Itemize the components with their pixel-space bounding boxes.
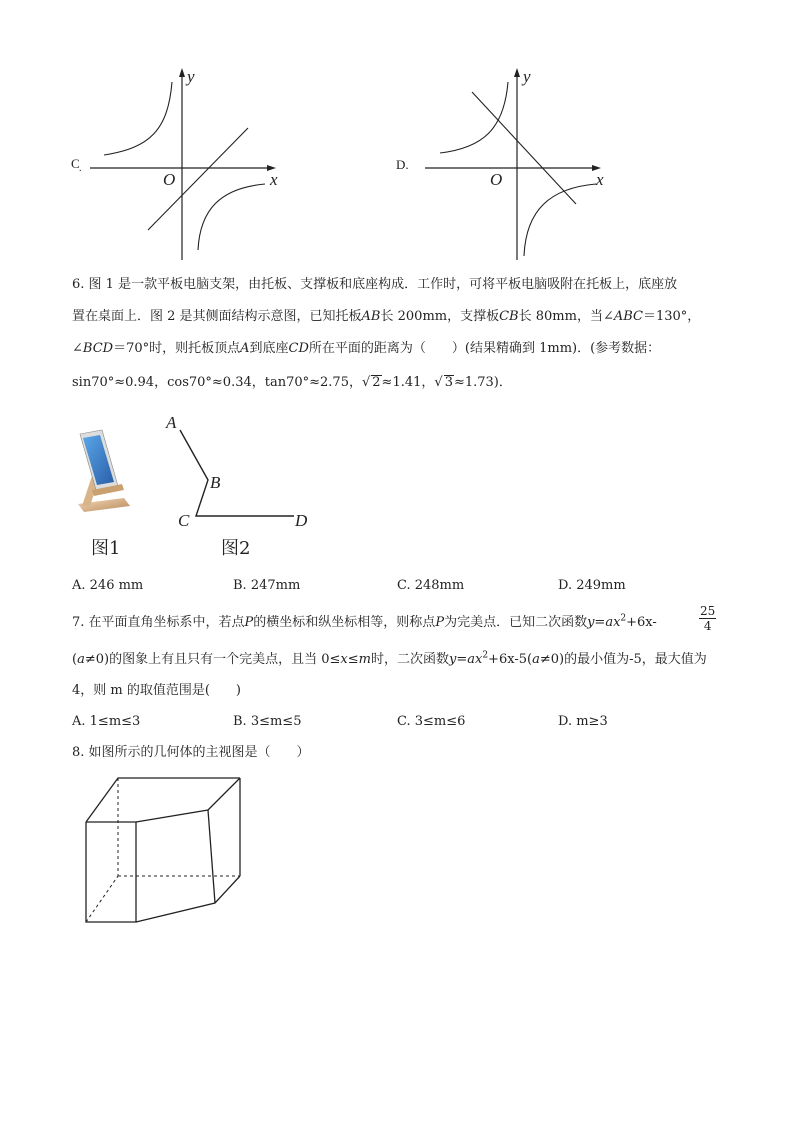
fig2-label-c: C	[178, 511, 190, 530]
graph-d-x-label: x	[596, 170, 604, 189]
graph-c-y-label: y	[187, 67, 195, 86]
q7-option-a[interactable]: A. 1≤m≤3	[72, 714, 141, 729]
q7-option-c[interactable]: C. 3≤m≤6	[397, 714, 466, 729]
fig2-label-b: B	[210, 473, 221, 492]
graph-c-dot: .	[79, 163, 82, 174]
tablet-stand-photo	[72, 428, 134, 514]
fig2-caption: 图2	[221, 538, 251, 559]
q7-option-b[interactable]: B. 3≤m≤5	[233, 714, 302, 729]
q7-option-d[interactable]: D. m≥3	[558, 714, 608, 729]
q6-option-b[interactable]: B. 247mm	[233, 578, 301, 593]
q6-line-2: 置在桌面上．图 2 是其侧面结构示意图，已知托板AB长 200mm，支撑板CB长 80mm，当∠ABC＝130°，	[72, 309, 701, 324]
graph-c-figure	[60, 60, 300, 265]
q6-option-a[interactable]: A. 246 mm	[72, 578, 144, 593]
graph-c-x-label: x	[270, 170, 278, 189]
fig2-label-d: D	[295, 511, 308, 530]
q7-line-2: (a≠0)的图象上有且只有一个完美点，且当 0≤x≤m时，二次函数$y=ax^2+6x-5(a\ne 0)$的最小值为-5，最大值为	[72, 650, 707, 667]
q6-line-3: ∠BCD＝70°时，则托板顶点A到底座CD所在平面的距离为（ ）(结果精确到 1mm)．(参考数据：	[72, 341, 661, 356]
q7-fraction: $\frac{25}{4}$	[700, 604, 716, 633]
q6-option-c[interactable]: C. 248mm	[397, 578, 465, 593]
graph-c-origin: O	[163, 170, 176, 189]
q8-solid-figure	[80, 772, 250, 932]
graph-c-label: C	[71, 156, 80, 171]
q7-line-3: 4，则 m 的取值范围是( )	[72, 683, 242, 698]
q6-option-d[interactable]: D. 249mm	[558, 578, 626, 593]
fig2-label-a: A	[166, 413, 177, 432]
graph-d-figure	[400, 60, 640, 265]
q7-line-1: 7. 在平面直角坐标系中，若点P的横坐标和纵坐标相等，则称点P为完美点．已知二次函数$y=ax^2+6x-$	[72, 613, 657, 630]
q8-question: 8. 如图所示的几何体的主视图是（ ）	[72, 745, 310, 760]
q6-line-4: sin70°≈0.94，cos70°≈0.34，tan70°≈2.75，√ 2≈1.41，√ 3≈1.73)．	[72, 375, 512, 390]
graph-d-label: D.	[396, 157, 409, 172]
fig1-caption: 图1	[91, 538, 121, 559]
graph-d-origin: O	[490, 170, 503, 189]
graph-d-y-label: y	[523, 67, 531, 86]
q6-line-1: 6. 图 1 是一款平板电脑支架，由托板、支撑板和底座构成．工作时，可将平板电脑吸附在托板上，底座放	[72, 277, 678, 292]
